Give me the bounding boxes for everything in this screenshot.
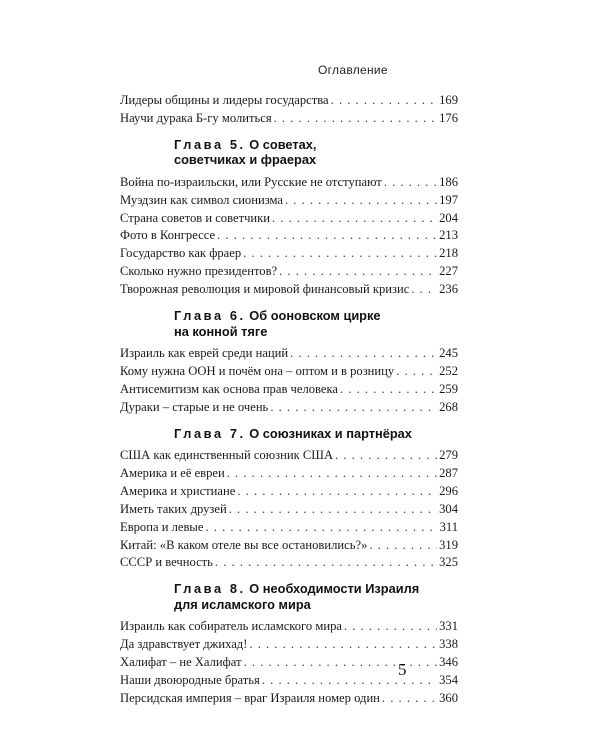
- toc-entry-title: Фото в Конгрессе: [120, 228, 216, 243]
- toc-entry: [120, 465, 458, 483]
- toc-entry-page: 197: [439, 192, 458, 207]
- toc-entry: [120, 363, 458, 381]
- table-of-contents: [120, 92, 458, 708]
- toc-group-top: [120, 92, 458, 128]
- toc-entry: [120, 92, 458, 110]
- chapter-label: Глава 7.: [174, 425, 246, 441]
- toc-entry: [120, 174, 458, 192]
- toc-entry: [120, 345, 458, 363]
- leader-dots: [262, 672, 437, 690]
- toc-entry: [120, 263, 458, 281]
- leader-dots: [290, 345, 437, 363]
- toc-entry-title: Государство как фраер: [120, 246, 242, 261]
- toc-entry-title: Халифат – не Халифат: [120, 655, 242, 670]
- leader-dots: [227, 465, 437, 483]
- toc-entry-page: 176: [439, 110, 458, 125]
- chapter-heading: [174, 308, 458, 339]
- chapter-title-line1: Об ооновском цирке: [249, 308, 381, 324]
- toc-entry-title: Европа и левые: [120, 519, 204, 534]
- chapter-title-line1: О союзниках и партнёрах: [249, 425, 412, 441]
- toc-entry: [120, 654, 458, 672]
- toc-entry-page: 338: [439, 637, 458, 652]
- toc-entry: [120, 483, 458, 501]
- leader-dots: [229, 501, 437, 519]
- leader-dots: [369, 537, 437, 555]
- toc-entry-page: 213: [439, 228, 458, 243]
- toc-entry-title: США как единственный союзник США: [120, 448, 334, 463]
- toc-entry-title: Израиль как еврей среди наций: [120, 346, 289, 361]
- toc-entry-page: 304: [439, 501, 458, 516]
- chapter-label: Глава 6.: [174, 308, 246, 324]
- chapter-title-line2: для исламского мира: [174, 596, 311, 612]
- leader-dots: [344, 618, 437, 636]
- toc-entry-title: СССР и вечность: [120, 555, 213, 570]
- toc-entry: [120, 537, 458, 555]
- leader-dots: [285, 192, 437, 210]
- leader-dots: [217, 227, 437, 245]
- toc-group-chapter-7: [120, 447, 458, 572]
- toc-entry-title: Лидеры общины и лидеры государства: [120, 93, 329, 107]
- leader-dots: [274, 110, 437, 128]
- chapter-label: Глава 5.: [174, 136, 246, 152]
- leader-dots: [331, 92, 437, 110]
- leader-dots: [272, 210, 437, 228]
- leader-dots: [411, 281, 437, 299]
- toc-entry: [120, 227, 458, 245]
- toc-entry-page: 287: [439, 465, 458, 480]
- toc-entry-page: 279: [439, 448, 458, 463]
- toc-entry: [120, 618, 458, 636]
- toc-group-chapter-8: [120, 618, 458, 707]
- toc-entry-page: 296: [439, 483, 458, 498]
- chapter-title-line1: О необходимости Израиля: [249, 581, 420, 597]
- toc-entry-title: Кому нужна ООН и почём она – оптом и в розницу: [120, 363, 395, 378]
- toc-entry-page: 204: [439, 210, 458, 225]
- toc-entry-page: 360: [439, 690, 458, 705]
- toc-entry-page: 346: [439, 655, 458, 670]
- leader-dots: [237, 483, 437, 501]
- toc-entry-title: Америка и её евреи: [120, 465, 225, 480]
- toc-entry-title: Сколько нужно президентов?: [120, 264, 278, 279]
- toc-entry-page: 227: [439, 264, 458, 279]
- toc-entry: [120, 245, 458, 263]
- toc-entry-title: Да здравствует джихад!: [120, 637, 248, 652]
- toc-entry: [120, 519, 458, 537]
- toc-entry: [120, 110, 458, 128]
- toc-entry-title: Война по-израильски, или Русские не отступают: [120, 174, 382, 189]
- leader-dots: [205, 519, 437, 537]
- page-number: 5: [398, 660, 407, 679]
- toc-entry-page: 311: [439, 519, 458, 534]
- toc-entry: [120, 399, 458, 417]
- toc-entry-page: 245: [439, 346, 458, 361]
- toc-entry: [120, 381, 458, 399]
- toc-entry-page: 259: [439, 381, 458, 396]
- toc-entry-title: Творожная революция и мировой финансовый кризис: [120, 282, 410, 297]
- chapter-heading: [174, 426, 458, 442]
- leader-dots: [270, 399, 437, 417]
- toc-entry: [120, 501, 458, 519]
- toc-entry-page: 354: [439, 672, 458, 687]
- chapter-title-line1: О советах,: [249, 136, 317, 152]
- toc-entry-page: 236: [439, 282, 458, 297]
- toc-entry: [120, 636, 458, 654]
- toc-entry-page: 325: [439, 555, 458, 570]
- toc-entry-title: Китай: «В каком отеле вы все остановились?»: [120, 537, 368, 552]
- chapter-heading: [174, 581, 458, 612]
- toc-entry: [120, 210, 458, 228]
- toc-entry-title: Страна советов и советчики: [120, 210, 271, 225]
- toc-entry: [120, 554, 458, 572]
- toc-entry-page: 268: [439, 399, 458, 414]
- leader-dots: [384, 174, 437, 192]
- running-head: Оглавление: [318, 63, 388, 77]
- toc-entry-title: Персидская империя – враг Израиля номер один: [120, 690, 380, 705]
- toc-entry-page: 218: [439, 246, 458, 261]
- toc-group-chapter-6: [120, 345, 458, 417]
- toc-entry-title: Америка и христиане: [120, 483, 236, 498]
- toc-entry: [120, 690, 458, 708]
- toc-entry: [120, 447, 458, 465]
- toc-group-chapter-5: [120, 174, 458, 299]
- leader-dots: [249, 636, 437, 654]
- chapter-title-line2: советчиках и фраерах: [174, 152, 317, 168]
- leader-dots: [243, 245, 437, 263]
- leader-dots: [244, 654, 438, 672]
- toc-entry-page: 331: [439, 619, 458, 634]
- chapter-heading: [174, 137, 458, 168]
- toc-entry: [120, 672, 458, 690]
- toc-entry-title: Антисемитизм как основа прав человека: [120, 381, 339, 396]
- leader-dots: [335, 447, 437, 465]
- toc-entry-title: Научи дурака Б-гу молиться: [120, 110, 272, 125]
- toc-entry-page: 319: [439, 537, 458, 552]
- toc-entry-title: Израиль как собиратель исламского мира: [120, 619, 342, 634]
- toc-entry: [120, 281, 458, 299]
- toc-entry-page: 169: [439, 93, 458, 107]
- chapter-label: Глава 8.: [174, 581, 246, 597]
- toc-entry-title: Иметь таких друзей: [120, 501, 227, 516]
- leader-dots: [340, 381, 437, 399]
- toc-entry-title: Наши двоюродные братья: [120, 672, 260, 687]
- toc-entry-title: Дураки – старые и не очень: [120, 399, 269, 414]
- leader-dots: [382, 690, 437, 708]
- toc-entry-title: Муэдзин как символ сионизма: [120, 192, 283, 207]
- toc-entry-page: 252: [439, 363, 458, 378]
- leader-dots: [279, 263, 437, 281]
- toc-entry: [120, 192, 458, 210]
- leader-dots: [396, 363, 437, 381]
- chapter-title-line2: на конной тяге: [174, 323, 268, 339]
- leader-dots: [215, 554, 437, 572]
- toc-entry-page: 186: [439, 174, 458, 189]
